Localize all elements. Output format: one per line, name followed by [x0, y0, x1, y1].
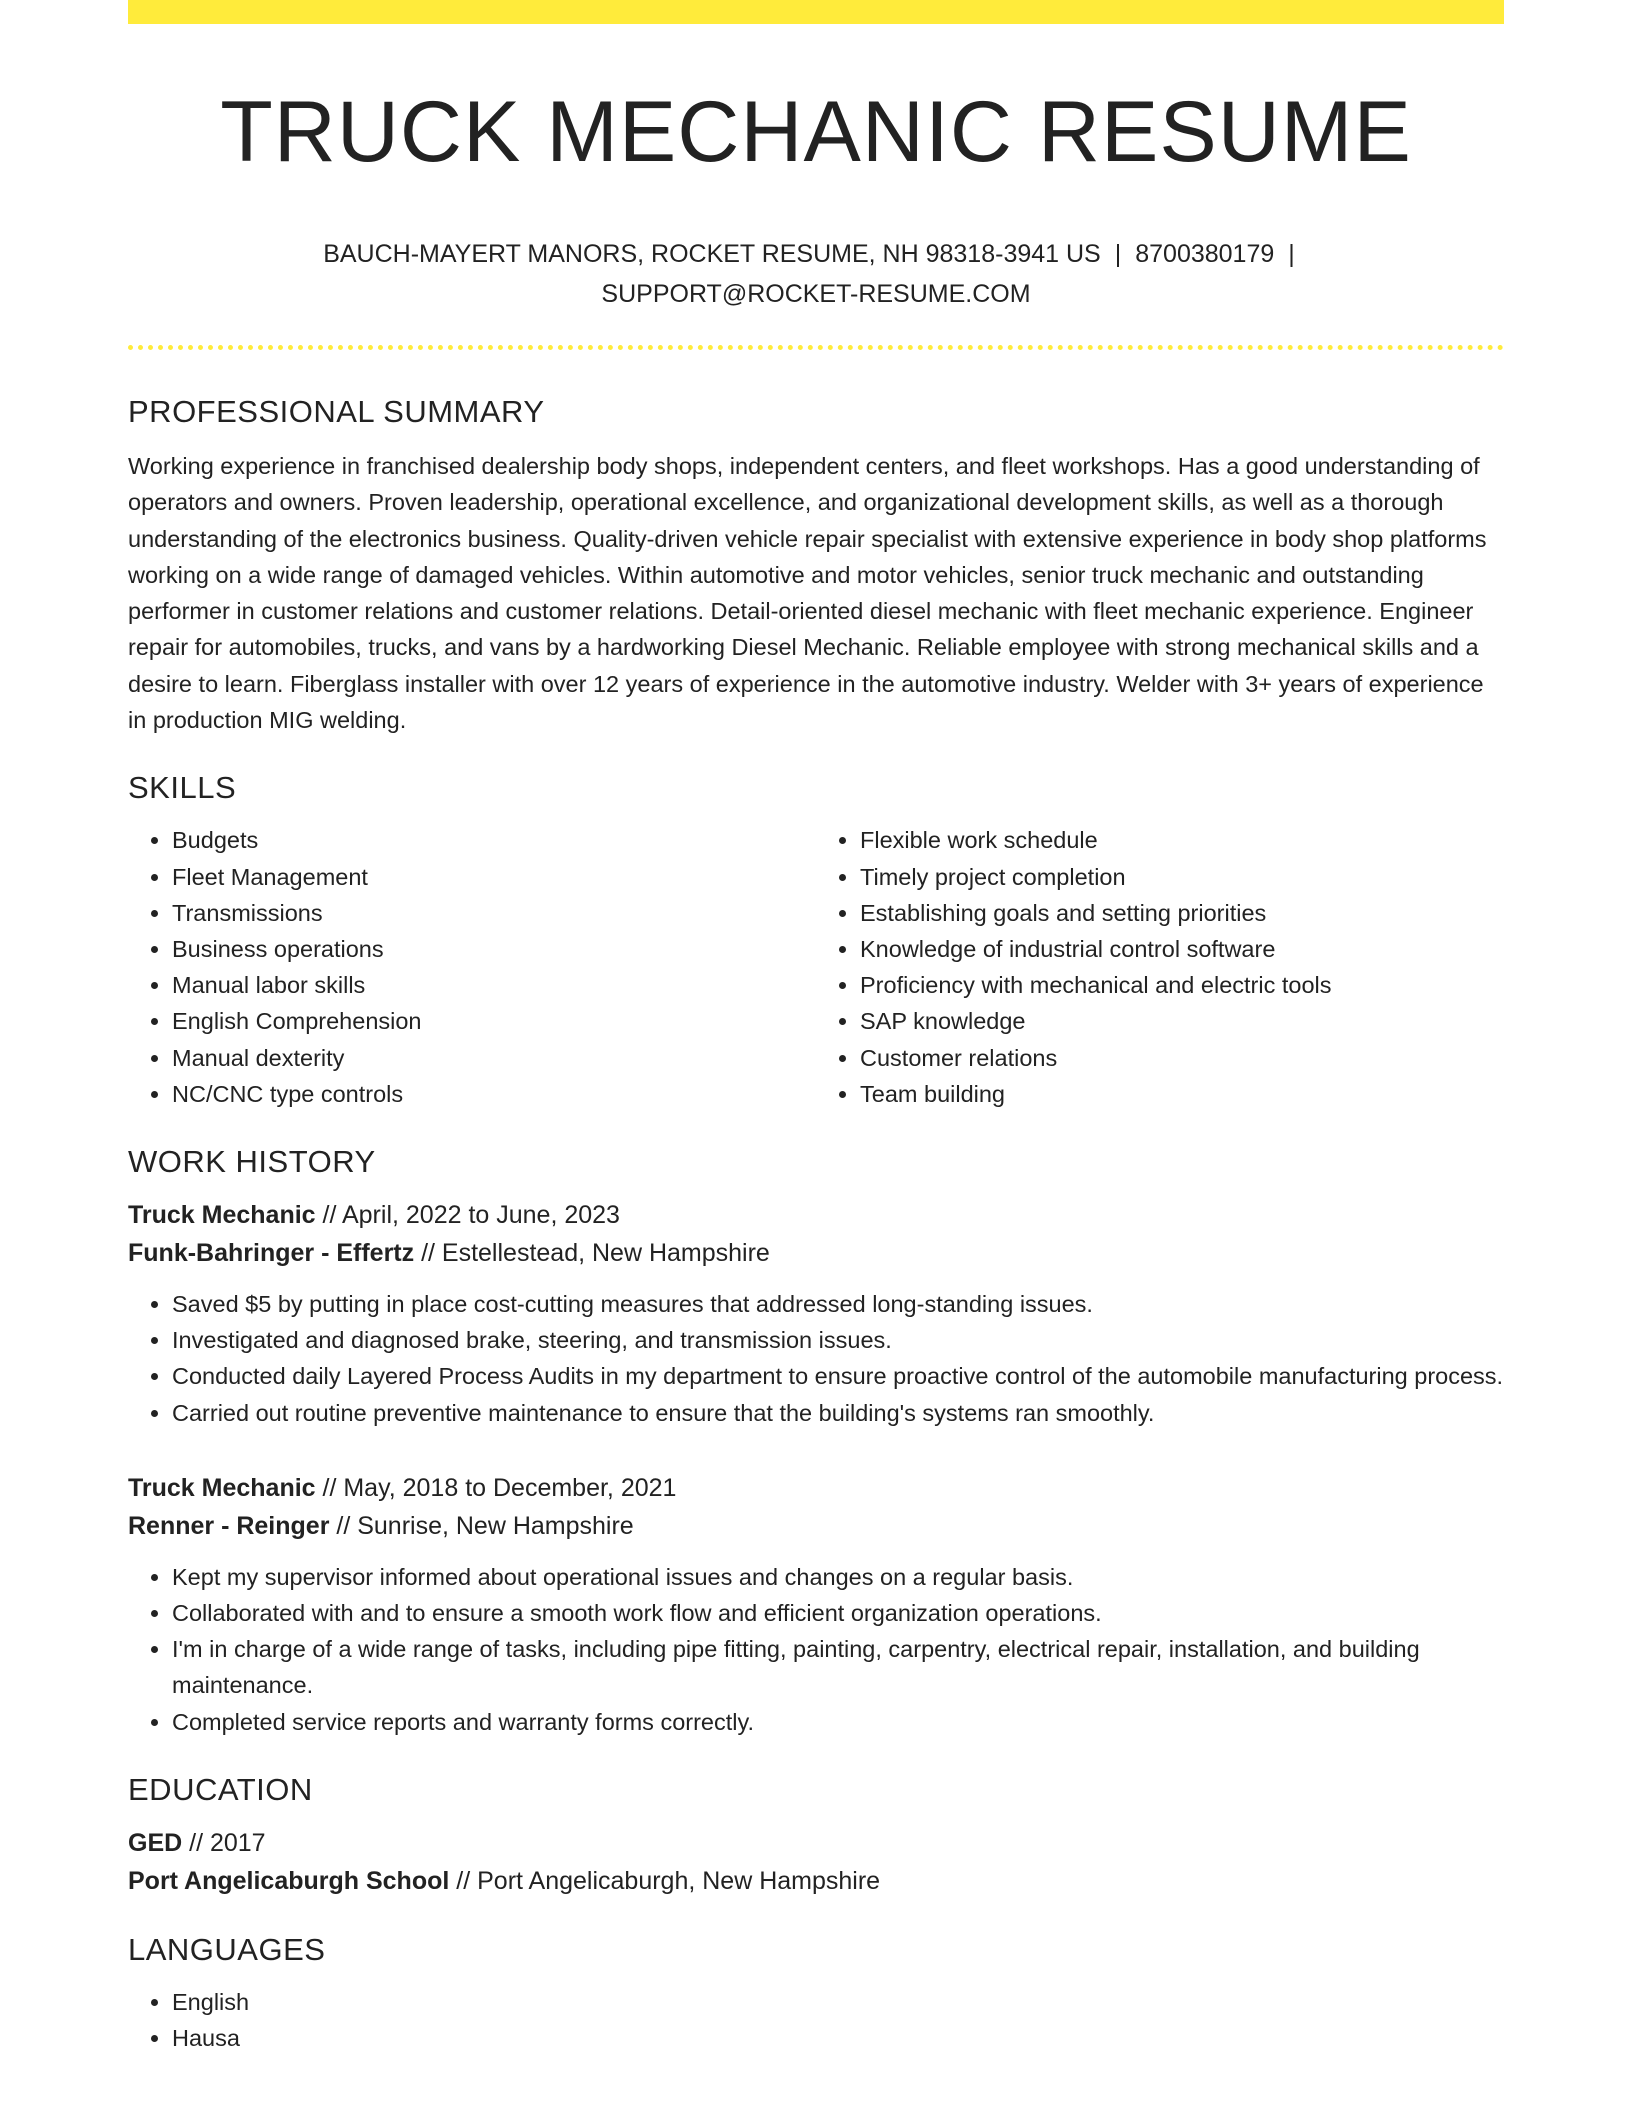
job-bullet: • Completed service reports and warranty forms correctly. [172, 1704, 1504, 1740]
summary-text: Working experience in franchised dealership body shops, independent centers, and fleet workshops. Has a good understanding of operators and owners. Proven leadership, operational excellence, and organizational development skills, as well as a thorough understanding of the electronics business. Quality-driven vehicle repair specialist with extensive experience in body shop platforms working on a wide range of damaged vehicles. Within automotive and motor vehicles, senior truck mechanic and outstanding performer in customer relations and customer relations. Detail-oriented diesel mechanic with fleet mechanic experience. Engineer repair for automobiles, trucks, and vans by a hardworking Diesel Mechanic. Reliable employee with strong mechanical skills and a desire to learn. Fiberglass installer with over 12 years of experience in the automotive industry. Welder with 3+ years of experience in production MIG welding. [128, 453, 1487, 734]
skills-list-right [816, 822, 1504, 1112]
skill-item: • Manual labor skills [172, 967, 816, 1003]
job-bullet: • Kept my supervisor informed about operational issues and changes on a regular basis. [172, 1559, 1504, 1595]
languages-heading: LANGUAGES [128, 1931, 326, 1967]
job-title: Truck Mechanic [128, 1473, 316, 1502]
job-title-line [128, 1196, 1504, 1234]
contact-separator: | [1288, 240, 1295, 268]
contact-phone: 8700380179 [1135, 240, 1275, 268]
summary-section [128, 390, 1504, 738]
education-degree: GED [128, 1828, 183, 1857]
education-school-line [128, 1862, 1504, 1900]
job-dates: // May, 2018 to December, 2021 [315, 1473, 677, 1502]
job-location: // Estellestead, New Hampshire [414, 1239, 770, 1267]
summary-heading: PROFESSIONAL SUMMARY [128, 394, 545, 429]
skills-columns [128, 822, 1504, 1112]
skill-item: • Customer relations [860, 1040, 1504, 1076]
skill-item: • Business operations [172, 931, 816, 967]
skill-item: • Fleet Management [172, 859, 816, 895]
job-company-line [128, 1234, 1504, 1272]
skill-item: • English Comprehension [172, 1003, 816, 1039]
education-location: // Port Angelicaburgh, New Hampshire [449, 1866, 881, 1895]
job-company: Renner - Reinger [128, 1511, 330, 1540]
skills-list-left [128, 822, 816, 1112]
language-item: • English [172, 1984, 1504, 2020]
education-section [128, 1768, 1504, 1900]
education-heading: EDUCATION [128, 1771, 313, 1807]
skill-item: • Proficiency with mechanical and electric tools [860, 967, 1504, 1003]
job-bullet: • Saved $5 by putting in place cost-cutting measures that addressed long-standing issues. [172, 1286, 1504, 1322]
job-bullets [128, 1559, 1504, 1740]
education-year: // 2017 [182, 1828, 266, 1857]
skill-item: • Budgets [172, 822, 816, 858]
contact-email: SUPPORT@ROCKET-RESUME.COM [601, 280, 1031, 308]
resume-title: TRUCK MECHANIC RESUME [220, 84, 1412, 180]
education-school: Port Angelicaburgh School [128, 1866, 450, 1895]
education-entry [128, 1824, 1504, 1900]
job-title-line [128, 1469, 1504, 1507]
education-degree-line [128, 1824, 1504, 1862]
job-bullet: • Conducted daily Layered Process Audits in my department to ensure proactive control of the automobile manufacturing process. [172, 1358, 1504, 1394]
job-bullet: • Carried out routine preventive maintenance to ensure that the building's systems ran smoothly. [172, 1395, 1504, 1431]
job-location: // Sunrise, New Hampshire [329, 1511, 634, 1540]
skill-item: • SAP knowledge [860, 1003, 1504, 1039]
work-history-heading: WORK HISTORY [128, 1144, 376, 1179]
job-company-line [128, 1507, 1504, 1545]
contact-info [128, 234, 1504, 314]
skill-item: • NC/CNC type controls [172, 1076, 816, 1112]
languages-list [128, 1984, 1504, 2056]
languages-section [128, 1928, 1504, 2056]
skill-item: • Knowledge of industrial control software [860, 931, 1504, 967]
job-dates: // April, 2022 to June, 2023 [315, 1201, 620, 1229]
job-bullet: • Collaborated with and to ensure a smooth work flow and efficient organization operations. [172, 1595, 1504, 1631]
job-bullet: • I'm in charge of a wide range of tasks, including pipe fitting, painting, carpentry, electrical repair, installation, and building maintenance. [172, 1631, 1504, 1703]
skill-item: • Transmissions [172, 895, 816, 931]
job-title: Truck Mechanic [128, 1201, 316, 1229]
skills-heading: SKILLS [128, 770, 237, 806]
dotted-divider [128, 345, 1504, 350]
job-bullet: • Investigated and diagnosed brake, steering, and transmission issues. [172, 1322, 1504, 1358]
skills-section [128, 766, 1504, 1112]
job-entry [128, 1469, 1504, 1740]
skill-item: • Team building [860, 1076, 1504, 1112]
resume-content [128, 390, 1504, 2056]
skill-item: • Establishing goals and setting priorities [860, 895, 1504, 931]
contact-separator: | [1114, 240, 1122, 268]
skill-item: • Flexible work schedule [860, 822, 1504, 858]
skill-item: • Manual dexterity [172, 1040, 816, 1076]
job-company: Funk-Bahringer - Effertz [128, 1239, 415, 1267]
language-item: • Hausa [172, 2020, 1504, 2056]
top-accent-bar [128, 0, 1504, 24]
job-bullets [128, 1286, 1504, 1431]
skill-item: • Timely project completion [860, 859, 1504, 895]
job-entry [128, 1196, 1504, 1431]
work-history-section [128, 1140, 1504, 1740]
contact-address: BAUCH-MAYERT MANORS, ROCKET RESUME, NH 98318-3941 US [323, 240, 1101, 268]
